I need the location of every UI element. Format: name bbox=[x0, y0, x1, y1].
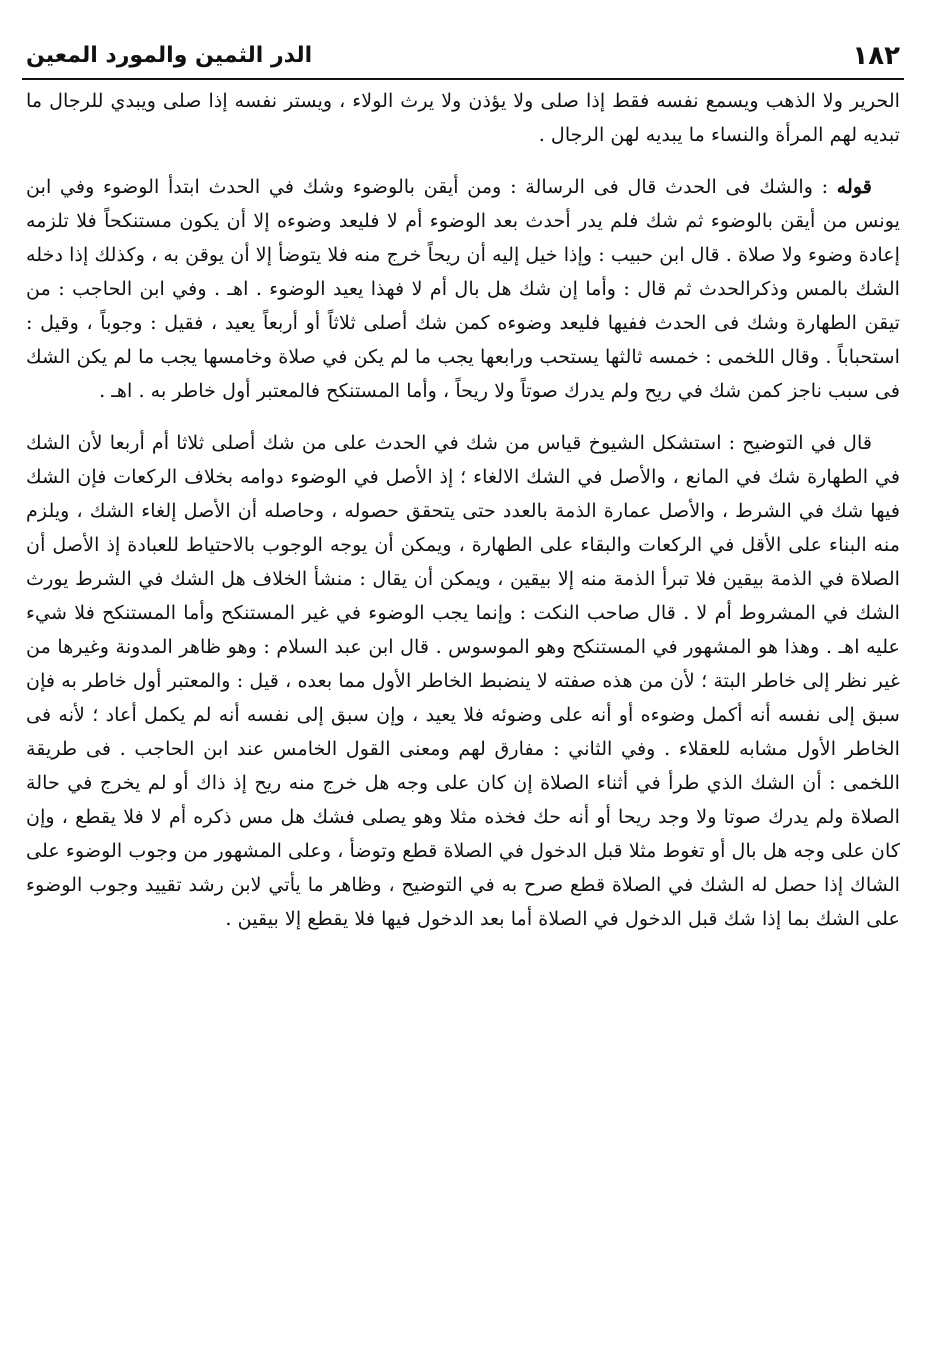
paragraph-lead: قوله bbox=[836, 175, 872, 198]
paragraph-gap bbox=[26, 152, 900, 170]
running-title: الدر الثمين والمورد المعين bbox=[26, 43, 313, 68]
page-number: ١٨٢ bbox=[852, 41, 900, 71]
body-text bbox=[22, 84, 904, 936]
paragraph-text: قال في التوضيح : استشكل الشيوخ قياس من شك في الحدث على من شك أصلى ثلاثا أم أربعا لأن الشك في الطهارة شك في المانع ، والأصل في الشك الالغاء ؛ إذ الأصل في الوضوء دوامه بخلاف الركعات فإن الشك فيها شك في الشرط ، والأصل عمارة الذمة بالعدد حتى يتحقق حصوله ، وحاصله أن الأصل إلغاء الشك ، ويلزم منه البناء على الأقل في الركعات والبقاء على الطهارة ، ويمكن أن يوجه الوجوب بالاحتياط للعبادة إذ الأصل أن الصلاة في الذمة بيقين فلا تبرأ الذمة منه إلا بيقين ، ويمكن أن يقال : منشأ الخلاف هل الشك في الشرط يورث الشك في المشروط أم لا . قال صاحب النكت : وإنما يجب الوضوء في غير المستنكح وأما المستنكح فلا شيء عليه اهـ . وهذا هو المشهور في المستنكح وهو الموسوس . قال ابن عبد السلام : وهو ظاهر المدونة وغيرها من غير نظر إلى خاطر البتة ؛ لأن من هذه صفته لا ينضبط الخاطر الأول مما بعده ، قيل : والمعتبر أول خاطر به فإن سبق إلى نفسه أنه أكمل وضوءه أو أنه على وضوئه فلا يعيد ، وإن سبق إلى نفسه أنه لم يكمل أعاد ؛ لأنه فى الخاطر الأول مشابه للعقلاء . وفي الثاني : مفارق لهم ومعنى القول الخامس عند ابن الحاجب . فى طريقة اللخمى : أن الشك الذي طرأ في أثناء الصلاة إن كان على وجه هل خرج منه ريح إذ ذاك أو لم يخرج في حالة الصلاة ولم يدرك صوتا ولا وجد ريحا أو أنه حك فخذه مثلا وهو يصلى فشك هل مس ذكره أم لا فلا يقطع ، وإن كان على وجه هل بال أو تغوط مثلا قبل الدخول في الصلاة قطع وتوضأ ، وعلى المشهور من وجوب الوضوء على الشاك إذا حصل له الشك في الصلاة قطع صرح به في التوضيح ، وظاهر ما يأتي لابن رشد تقييد وجوب الوضوء على الشك بما إذا شك قبل الدخول في الصلاة أما بعد الدخول فيها فلا يقطع إلا بيقين . bbox=[26, 431, 900, 930]
paragraph-3 bbox=[26, 426, 900, 936]
paragraph-gap bbox=[26, 408, 900, 426]
paragraph-text: : والشك فى الحدث قال فى الرسالة : ومن أيقن بالوضوء وشك في الحدث ابتدأ الوضوء وفي ابن يونس من أيقن بالوضوء ثم شك فلم يدر أحدث بعد الوضوء أم لا فليعد وضوءه إلا أن يكون مستنكحاً فلا تلزمه إعادة وضوء ولا صلاة . قال ابن حبيب : وإذا خيل إليه أن ريحاً خرج منه فلا يتوضأ إلا أن يوقن به ، وكذلك إذا دخله الشك بالمس وذكرالحدث ثم قال : وأما إن شك هل بال أم لا فهذا يعيد الوضوء . اهـ . وفي ابن الحاجب : من تيقن الطهارة وشك فى الحدث ففيها فليعد وضوءه كمن شك أصلى ثلاثاً أو أربعاً يعيد ، فقيل : وجوباً ، وقيل : استحباباً . وقال اللخمى : خمسه ثالثها يستحب ورابعها يجب ما لم يكن في صلاة وخامسها يجب ما لم يكن الشك فى سبب ناجز كمن شك في ريح ولم يدرك صوتاً ولا ريحاً ، وأما المستنكح فالمعتبر أول خاطر به . اهـ . bbox=[26, 175, 900, 402]
document-page bbox=[22, 28, 904, 1328]
paragraph-1 bbox=[26, 84, 900, 152]
page-header bbox=[22, 28, 904, 80]
paragraph-2 bbox=[26, 170, 900, 408]
paragraph-text: الحرير ولا الذهب ويسمع نفسه فقط إذا صلى ولا يؤذن ولا يرث الولاء ، ويستر نفسه إذا صلى ويبدي للرجال ما تبديه لهم المرأة والنساء ما يبديه لهن الرجال . bbox=[26, 89, 900, 146]
